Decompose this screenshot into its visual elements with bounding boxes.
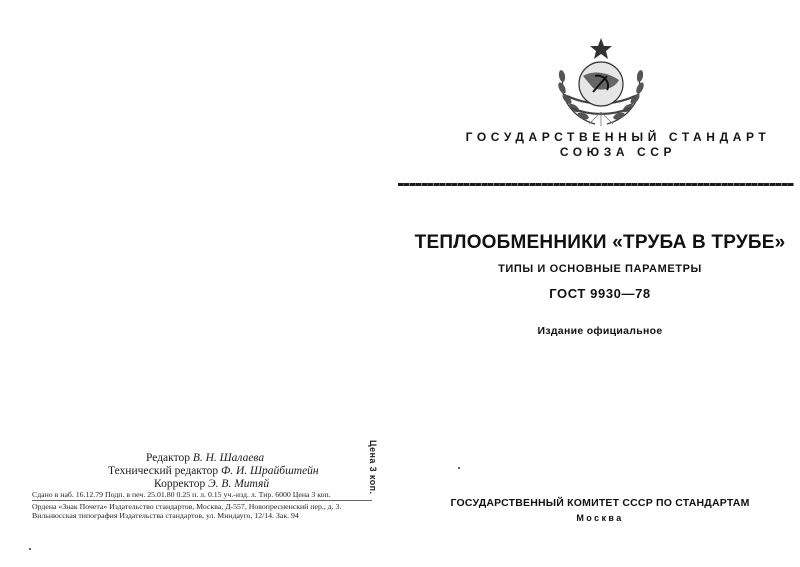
- ussr-state-emblem-icon: [549, 36, 653, 128]
- document-title: ТЕПЛООБМЕННИКИ «ТРУБА В ТРУБЕ»: [414, 232, 786, 253]
- header-line-2: СОЮЗА ССР: [559, 145, 677, 159]
- speck-mark: [29, 548, 31, 550]
- editor-credit: [60, 452, 360, 465]
- editor-role: Редактор: [146, 452, 190, 464]
- publisher-city: Москва: [576, 513, 624, 523]
- imprint-printer: Вильнюсская типография Издательства стандартов, ул. Миндауго, 12/14. Зак. 94: [32, 511, 299, 520]
- speck-mark: [458, 467, 460, 469]
- spine-price: Цена 3 коп.: [368, 440, 378, 495]
- editorial-credits: [60, 452, 360, 491]
- document-subtitle: ТИПЫ И ОСНОВНЫЕ ПАРАМЕТРЫ: [498, 263, 702, 275]
- corrector-name: Э. В. Митяй: [208, 478, 270, 490]
- imprint-publisher: Ордена «Знак Почета» Издательство стандартов, Москва, Д-557, Новопресненский пер., д. 3.: [32, 502, 342, 511]
- publisher-name: ГОСУДАРСТВЕННЫЙ КОМИТЕТ СССР ПО СТАНДАРТАМ: [450, 497, 750, 509]
- tech-editor-role: Технический редактор: [108, 465, 219, 477]
- imprint-divider: [32, 500, 372, 501]
- right-page: [400, 0, 800, 567]
- edition-label: Издание официальное: [537, 325, 663, 337]
- corrector-role: Корректор: [154, 478, 206, 490]
- tech-editor-name: Ф. И. Шрайбштейн: [221, 465, 319, 477]
- imprint-print-data: Сдано в наб. 16.12.79 Подп. в печ. 25.01.80 0.25 п. л. 0.15 уч.-изд. л. Тир. 6000 Цена 3 коп.: [32, 490, 331, 499]
- tech-editor-credit: [60, 465, 360, 478]
- header-line-1: ГОСУДАРСТВЕННЫЙ СТАНДАРТ: [465, 130, 771, 144]
- editor-name: В. Н. Шалаева: [192, 452, 265, 464]
- ornamental-rule: [398, 183, 794, 186]
- standard-number: ГОСТ 9930—78: [549, 286, 651, 301]
